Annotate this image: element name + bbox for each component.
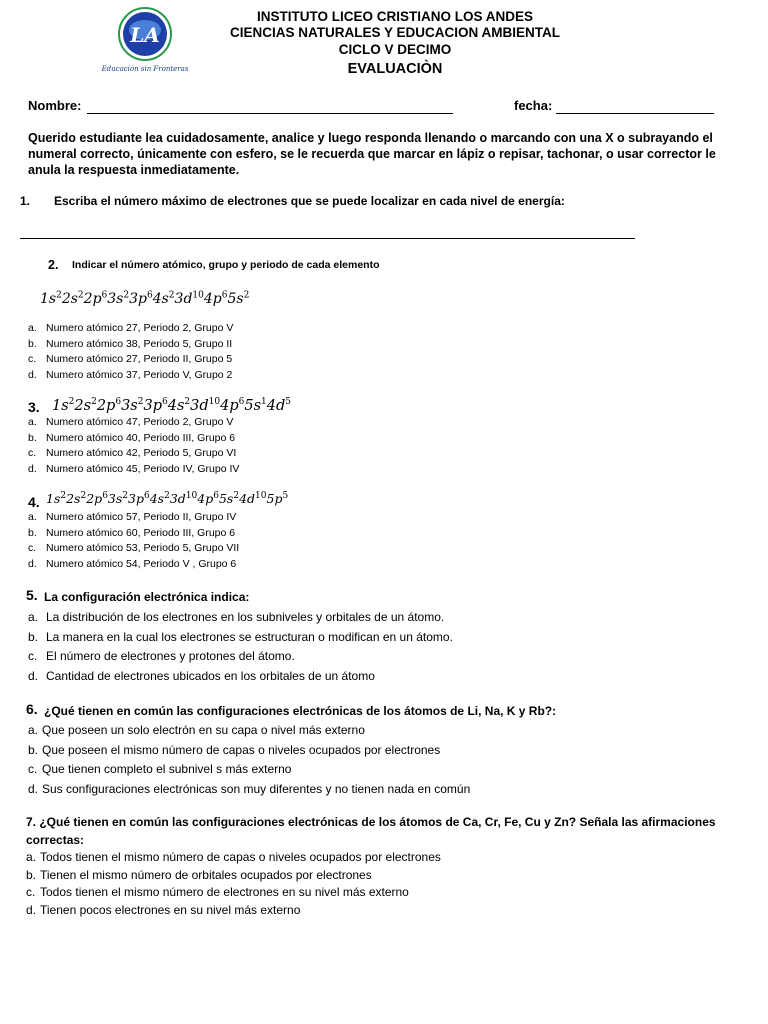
electron-count: 2 — [164, 491, 170, 501]
orbital-term — [190, 398, 220, 414]
orbital-term — [153, 291, 175, 307]
orbital-label: 2p — [96, 397, 116, 414]
q2-number: 2. — [48, 258, 59, 272]
option-letter: c. — [28, 447, 37, 459]
orbital-label: 1s — [46, 491, 61, 507]
q3-option-d[interactable] — [28, 462, 239, 478]
q4-configuration — [46, 491, 288, 506]
cycle-title: CICLO V DECIMO — [338, 42, 452, 57]
option-text: Numero atómico 54, Periodo V , Grupo 6 — [46, 557, 237, 570]
q7-option-a[interactable] — [26, 849, 441, 867]
electron-count: 6 — [102, 491, 108, 501]
q4-option-d[interactable] — [28, 557, 239, 573]
option-letter: d. — [28, 781, 39, 796]
orbital-label: 5s — [218, 491, 234, 507]
orbital-label: 4d — [239, 491, 256, 507]
orbital-term — [239, 491, 266, 506]
option-letter: d. — [28, 462, 37, 475]
option-letter: d. — [26, 902, 37, 917]
orbital-term — [107, 291, 129, 307]
orbital-term — [62, 291, 84, 307]
orbital-term — [46, 491, 66, 506]
orbital-term — [267, 491, 289, 506]
orbital-label: 4s — [149, 491, 165, 507]
q7-options — [26, 849, 441, 919]
option-text: Numero atómico 27, Periodo 2, Grupo V — [46, 322, 234, 334]
option-letter: a. — [28, 322, 37, 334]
option-letter: d. — [28, 368, 37, 381]
option-text: Numero atómico 60, Periodo III, Grupo 6 — [46, 526, 236, 539]
orbital-label: 3d — [174, 290, 193, 307]
q6-text: ¿Qué tienen en común las configuraciones electrónicas de los átomos de Li, Na, K y Rb?: — [44, 704, 557, 718]
electron-count: 10 — [208, 397, 221, 407]
q6-options — [28, 721, 470, 799]
electron-count: 6 — [213, 491, 219, 501]
option-text: Tienen el mismo número de orbitales ocupados por electrones — [40, 867, 372, 882]
option-letter: b. — [28, 629, 39, 644]
orbital-term — [129, 291, 153, 307]
orbital-term — [66, 491, 86, 506]
option-letter: a. — [28, 416, 37, 428]
electron-count: 6 — [221, 290, 228, 300]
electron-count: 6 — [115, 397, 122, 407]
option-letter: c. — [26, 885, 36, 899]
exam-title: EVALUACIÒN — [347, 61, 443, 77]
electron-count: 2 — [122, 491, 129, 501]
orbital-label: 4p — [197, 491, 214, 507]
q2-option-c[interactable] — [28, 352, 233, 368]
q3-option-a[interactable] — [28, 415, 239, 431]
q3-number: 3. — [28, 399, 40, 415]
orbital-term — [267, 398, 291, 414]
electron-count: 6 — [238, 397, 245, 407]
q7-option-d[interactable] — [26, 902, 441, 920]
electron-count: 2 — [233, 491, 240, 501]
option-letter: c. — [28, 542, 37, 554]
name-field[interactable] — [87, 113, 453, 114]
q7-option-b[interactable] — [26, 867, 441, 885]
q5-number: 5. — [26, 587, 38, 603]
logo-motto: Educación sin Fronteras — [101, 65, 189, 73]
q1-answer-line[interactable] — [20, 238, 635, 239]
orbital-term — [40, 291, 62, 307]
orbital-term — [128, 491, 150, 506]
orbital-term — [219, 491, 239, 506]
q4-option-b[interactable] — [28, 526, 239, 542]
electron-count: 2 — [77, 290, 84, 300]
electron-count: 2 — [68, 397, 75, 407]
q2-configuration — [40, 290, 249, 307]
option-text: La manera en la cual los electrones se estructuran o modifican en un átomo. — [46, 629, 453, 644]
option-letter: c. — [28, 353, 37, 365]
electron-count: 2 — [243, 290, 250, 300]
logo-initials: LA — [130, 23, 160, 47]
orbital-term — [121, 398, 143, 414]
instructions: Querido estudiante lea cuidadosamente, analice y luego responda llenando o marcando con una X o subrayando el numeral correcto, únicamente con esfero, se le recuerda que marcar en lápiz o repisar, tachonar, o usar corrector le anula la respuesta inmediatamente. — [28, 131, 716, 177]
electron-count: 6 — [161, 397, 168, 407]
option-letter: a. — [28, 511, 37, 523]
electron-count: 2 — [123, 290, 130, 300]
q2-option-b[interactable] — [28, 337, 233, 353]
option-letter: b. — [28, 742, 39, 757]
option-letter: c. — [28, 762, 38, 776]
option-text: Tienen pocos electrones en su nivel más externo — [40, 902, 301, 917]
orbital-label: 5p — [266, 491, 283, 507]
q3-options — [28, 415, 239, 477]
orbital-term — [150, 491, 170, 506]
q5-text: La configuración electrónica indica: — [44, 590, 250, 604]
name-label: Nombre: — [28, 98, 82, 113]
orbital-term — [204, 291, 228, 307]
option-letter: d. — [28, 668, 39, 683]
orbital-label: 1s — [52, 397, 69, 414]
option-letter: c. — [28, 649, 38, 663]
orbital-label: 3s — [121, 397, 138, 414]
q6-option-b[interactable] — [28, 741, 470, 761]
option-text: Todos tienen el mismo número de electrones en su nivel más externo — [40, 885, 409, 899]
orbital-term — [97, 398, 121, 414]
electron-count: 6 — [144, 491, 150, 501]
option-text: Numero atómico 53, Periodo 5, Grupo VII — [46, 542, 240, 554]
orbital-label: 4p — [220, 397, 239, 414]
electron-count: 5 — [285, 397, 291, 407]
orbital-term — [170, 491, 197, 506]
orbital-term — [227, 291, 249, 307]
orbital-term — [108, 491, 128, 506]
option-text: Numero atómico 37, Periodo V, Grupo 2 — [46, 368, 233, 381]
orbital-term — [74, 398, 96, 414]
option-letter: b. — [26, 867, 37, 882]
electron-count: 5 — [282, 491, 289, 501]
option-text: Numero atómico 57, Periodo II, Grupo IV — [46, 511, 237, 523]
orbital-label: 3s — [107, 491, 123, 507]
q4-options — [28, 510, 239, 572]
option-text: Numero atómico 38, Periodo 5, Grupo II — [46, 337, 233, 350]
orbital-label: 2s — [74, 397, 92, 414]
orbital-label: 2s — [66, 491, 81, 507]
option-text: Numero atómico 40, Periodo III, Grupo 6 — [46, 431, 236, 444]
orbital-label: 3d — [190, 397, 209, 414]
orbital-label: 2p — [83, 290, 102, 307]
orbital-label: 1s — [40, 290, 57, 307]
q4-number: 4. — [28, 494, 40, 510]
option-letter: a. — [28, 610, 39, 624]
option-letter: b. — [28, 526, 37, 539]
q1-number: 1. — [20, 194, 31, 208]
q2-option-d[interactable] — [28, 368, 233, 384]
orbital-label: 3d — [169, 491, 186, 507]
option-text: Sus configuraciones electrónicas son muy diferentes y no tienen nada en común — [42, 781, 471, 796]
orbital-term — [84, 291, 108, 307]
q6-number: 6. — [26, 701, 38, 717]
option-letter: a. — [26, 850, 37, 864]
orbital-term — [143, 398, 167, 414]
electron-count: 2 — [91, 397, 97, 407]
school-name: INSTITUTO LICEO CRISTIANO LOS ANDES — [256, 9, 533, 24]
q3-option-c[interactable] — [28, 446, 239, 462]
orbital-term — [220, 398, 244, 414]
orbital-label: 5s — [227, 290, 244, 307]
option-text: Numero atómico 27, Periodo II, Grupo 5 — [46, 353, 233, 365]
q5-options — [28, 608, 453, 686]
orbital-term — [168, 398, 190, 414]
q7-text-line2: correctas: — [26, 833, 85, 847]
electron-count: 2 — [184, 397, 191, 407]
option-text: Numero atómico 47, Periodo 2, Grupo V — [46, 416, 234, 428]
q3-configuration — [52, 397, 291, 414]
electron-count: 2 — [60, 491, 67, 501]
option-text: Que tienen completo el subnivel s más externo — [42, 762, 292, 776]
orbital-label: 5s — [244, 397, 262, 414]
q4-option-a[interactable] — [28, 510, 239, 526]
date-label: fecha: — [514, 98, 553, 113]
option-text: El número de electrones y protones del átomo. — [46, 649, 295, 663]
subject-area: CIENCIAS NATURALES Y EDUCACION AMBIENTAL — [229, 25, 560, 40]
q5-option-c[interactable] — [28, 647, 453, 667]
q5-option-b[interactable] — [28, 628, 453, 648]
electron-count: 6 — [101, 290, 108, 300]
electron-count: 2 — [56, 290, 62, 300]
q1-text: Escriba el número máximo de electrones que se puede localizar en cada nivel de energía: — [54, 194, 565, 208]
option-text: Que poseen un solo electrón en su capa o nivel más externo — [42, 723, 365, 737]
option-text: Numero atómico 42, Periodo 5, Grupo VI — [46, 447, 237, 459]
q5-option-d[interactable] — [28, 667, 453, 687]
option-text: Que poseen el mismo número de capas o niveles ocupados por electrones — [42, 742, 441, 757]
electron-count: 10 — [192, 290, 204, 300]
orbital-term — [197, 491, 219, 506]
q7-option-c[interactable] — [26, 884, 441, 902]
q3-option-b[interactable] — [28, 431, 239, 447]
q2-option-a[interactable] — [28, 321, 233, 337]
electron-count: 2 — [168, 290, 175, 300]
electron-count: 6 — [146, 290, 153, 300]
orbital-label: 2s — [61, 290, 78, 307]
q7-text-line1: 7. ¿Qué tienen en común las configuraciones electrónicas de los átomos de Ca, Cr, Fe, Cu y Zn? Señala las afirmaciones — [26, 815, 716, 829]
orbital-label: 4s — [167, 397, 185, 414]
date-field[interactable] — [556, 113, 714, 114]
orbital-term — [86, 491, 108, 506]
q5-option-a[interactable] — [28, 608, 453, 628]
option-letter: b. — [28, 431, 37, 444]
orbital-label: 4s — [152, 290, 169, 307]
q6-option-c[interactable] — [28, 760, 470, 780]
electron-count: 10 — [185, 491, 198, 501]
q4-option-c[interactable] — [28, 541, 239, 557]
orbital-label: 4d — [266, 397, 286, 414]
electron-count: 2 — [80, 491, 87, 501]
q2-options — [28, 321, 233, 383]
q6-option-a[interactable] — [28, 721, 470, 741]
option-text: La distribución de los electrones en los subniveles y orbitales de un átomo. — [46, 610, 445, 624]
orbital-term — [52, 398, 74, 414]
option-text: Todos tienen el mismo número de capas o niveles ocupados por electrones — [40, 850, 441, 864]
electron-count: 1 — [261, 397, 267, 407]
option-text: Cantidad de electrones ubicados en los orbitales de un átomo — [46, 668, 375, 683]
orbital-label: 3p — [143, 397, 162, 414]
option-text: Numero atómico 45, Periodo IV, Grupo IV — [46, 462, 240, 475]
orbital-label: 3s — [107, 290, 124, 307]
option-letter: a. — [28, 723, 39, 737]
option-letter: b. — [28, 337, 37, 350]
orbital-term — [175, 291, 204, 307]
orbital-term — [244, 398, 266, 414]
orbital-label: 2p — [86, 491, 103, 507]
option-letter: d. — [28, 557, 37, 570]
q2-text: Indicar el número atómico, grupo y periodo de cada elemento — [72, 259, 380, 271]
electron-count: 2 — [137, 397, 144, 407]
orbital-label: 3p — [128, 491, 144, 507]
orbital-label: 3p — [129, 290, 147, 307]
electron-count: 10 — [255, 491, 267, 501]
orbital-label: 4p — [203, 290, 222, 307]
q6-option-d[interactable] — [28, 780, 470, 800]
